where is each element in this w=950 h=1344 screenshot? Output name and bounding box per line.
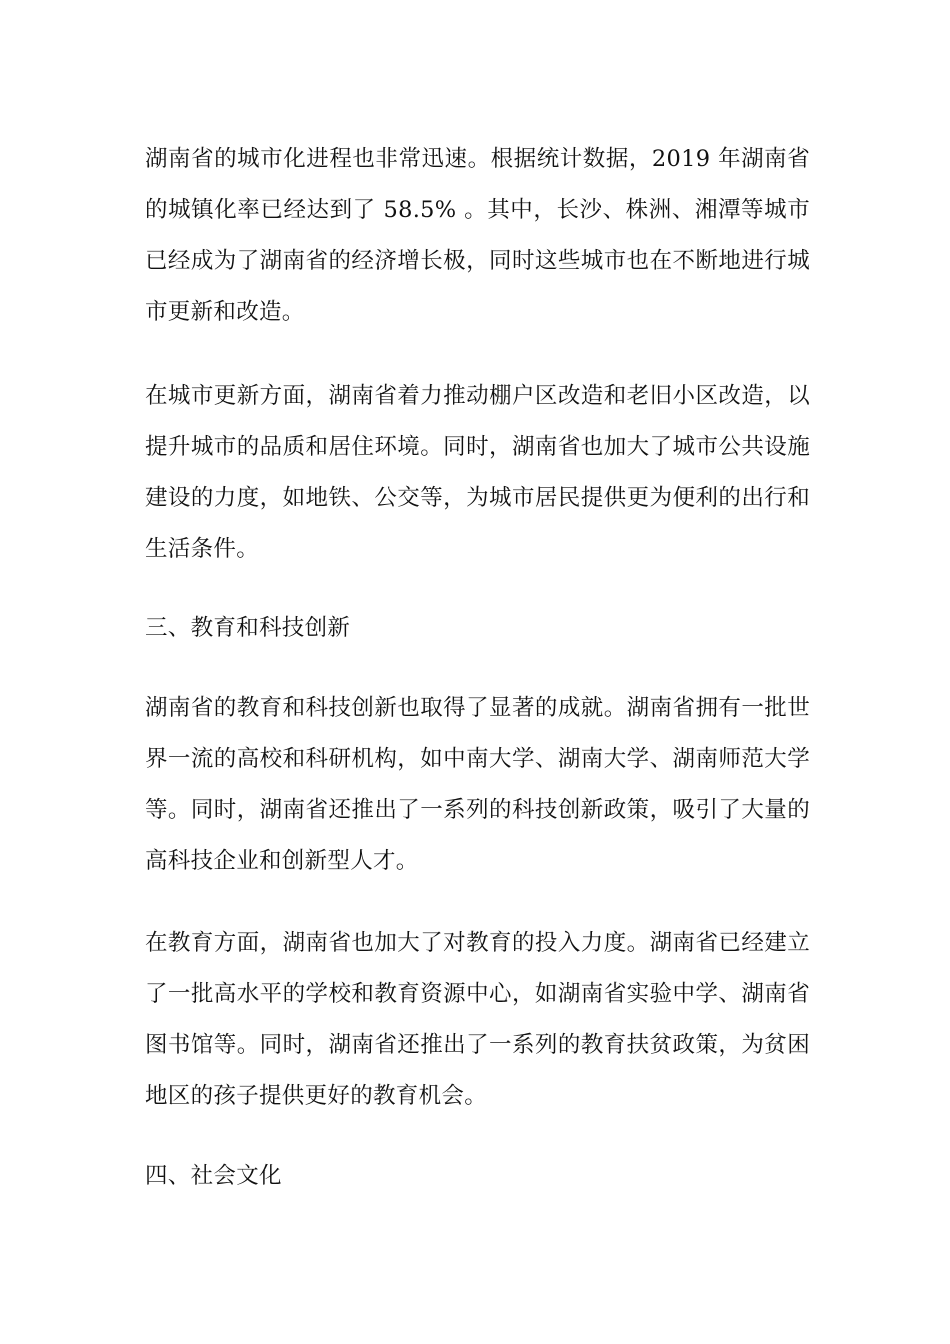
paragraph-urbanization: 湖南省的城市化进程也非常迅速。根据统计数据，2019 年湖南省的城镇化率已经达到了 58.5% 。其中，长沙、株洲、湘潭等城市已经成为了湖南省的经济增长极，同时这些城市也在不断地进行城市更新和改造。 xyxy=(145,146,810,325)
section-heading-social-culture: 四、社会文化 xyxy=(145,1163,282,1189)
paragraph-education-investment: 在教育方面，湖南省也加大了对教育的投入力度。湖南省已经建立了一批高水平的学校和教育资源中心，如湖南省实验中学、湖南省图书馆等。同时，湖南省还推出了一系列的教育扶贫政策，为贫困地区的孩子提供更好的教育机会。 xyxy=(145,930,810,1109)
section-heading-education-innovation: 三、教育和科技创新 xyxy=(145,615,351,641)
document-body xyxy=(145,134,810,1230)
paragraph-education-innovation: 湖南省的教育和科技创新也取得了显著的成就。湖南省拥有一批世界一流的高校和科研机构，如中南大学、湖南大学、湖南师范大学等。同时，湖南省还推出了一系列的科技创新政策，吸引了大量的高科技企业和创新型人才。 xyxy=(145,695,810,874)
paragraph-urban-renewal: 在城市更新方面，湖南省着力推动棚户区改造和老旧小区改造，以提升城市的品质和居住环境。同时，湖南省也加大了城市公共设施建设的力度，如地铁、公交等，为城市居民提供更为便利的出行和生活条件。 xyxy=(145,383,810,562)
